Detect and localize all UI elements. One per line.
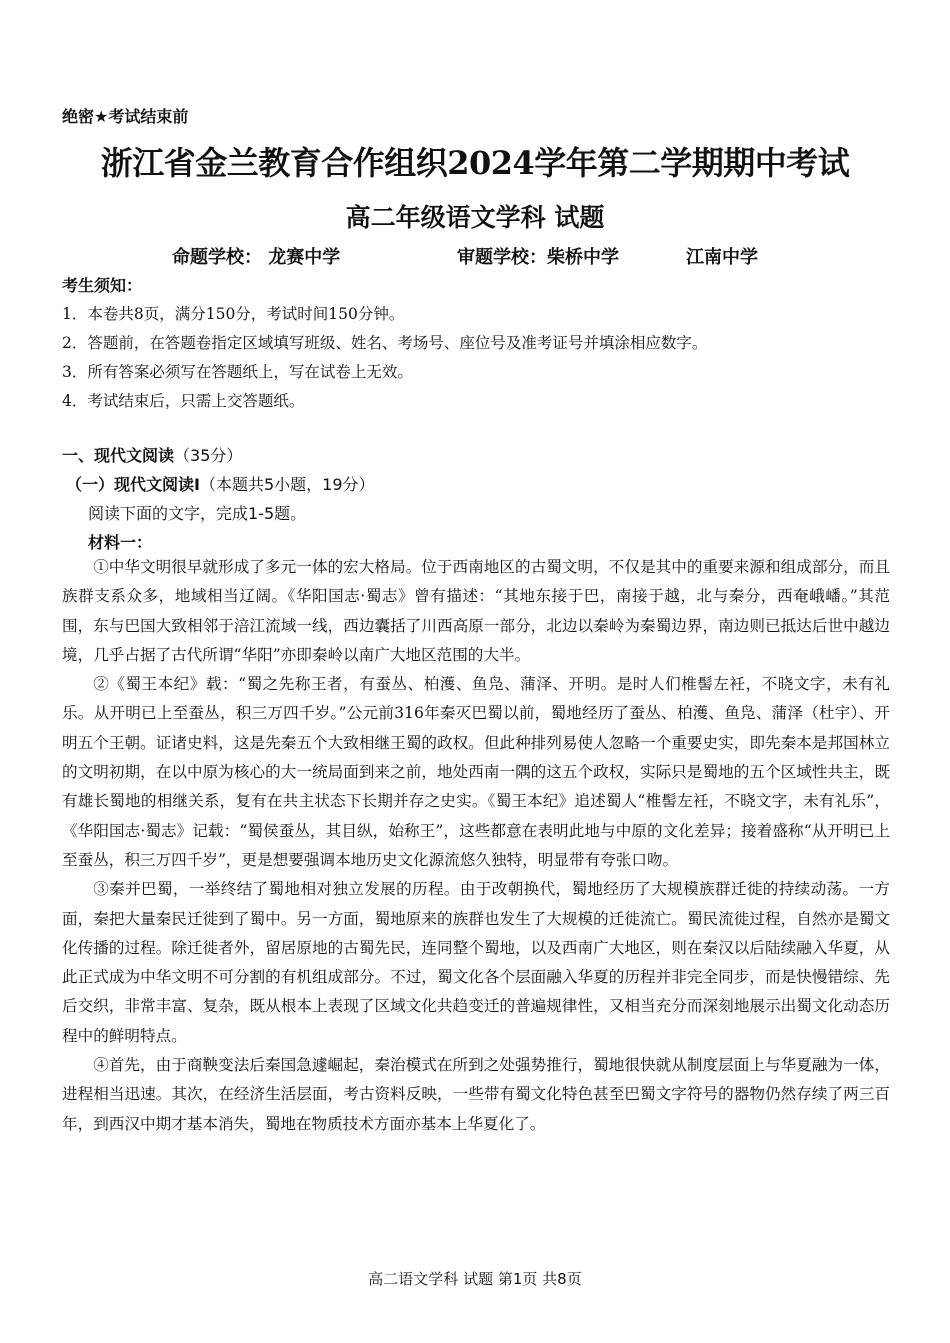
school-info [0,243,950,269]
reviewer-school: 审题学校：柴桥中学 [457,247,619,268]
notice-heading: 考生须知： [62,276,143,295]
paragraph-2: ②《蜀王本纪》载：“蜀之先称王者，有蚕丛、柏濩、鱼凫、蒲泽、开明。是时人们椎髻左衽，不晓文字，未有礼乐。从开明已上至蚕丛，积三万四千岁。”公元前316年秦灭巴蜀以前，蜀地经历了蚕丛、柏濩、鱼凫、蒲泽（杜宇）、开明五个王朝。证诸史料，这是先秦五个大致相继王蜀的政权。但此种排列易使人忽略一个重要史实，即先秦本是邦国林立的文明初期，在以中原为核心的大一统局面到来之前，地处西南一隅的这五个政权，实际只是蜀地的五个区域性共主，既有雄长蜀地的相继关系，复有在共主状态下长期并存之史实。《蜀王本纪》追述蜀人“椎髻左衽，不晓文字，未有礼乐”，《华阳国志·蜀志》记载：“蜀侯蚕丛，其目纵，始称王”，这些都意在表明此地与中原的文化差异；接着盛称“从开明已上至蚕丛，积三万四千岁”，更是想要强调本地历史文化源流悠久独特，明显带有夸张口吻。 [62,675,890,869]
material-label: 材料一： [88,533,153,552]
page-footer: 高二语文学科 试题 第1页 共8页 [368,1270,582,1288]
notice-list [62,300,902,416]
confidential-label: 绝密★考试结束前 [62,107,189,126]
reviewer-school-2: 江南中学 [686,247,758,268]
notice-item: 1．本卷共8页，满分150分，考试时间150分钟。 [62,305,405,323]
notice-item: 2．答题前，在答题卷指定区域填写班级、姓名、考场号、座位号及准考证号并填涂相应数字。 [62,334,708,352]
paragraph-4: ④首先，由于商鞅变法后秦国急遽崛起，秦治模式在所到之处强势推行，蜀地很快就从制度层面上与华夏融为一体，进程相当迅速。其次，在经济生活层面，考古资料反映，一些带有蜀文化特色甚至巴蜀文字符号的器物仍然存续了两三百年，到西汉中期才基本消失，蜀地在物质技术方面亦基本上华夏化了。 [62,1056,890,1133]
paragraph-1: ①中华文明很早就形成了多元一体的宏大格局。位于西南地区的古蜀文明，不仅是其中的重要来源和组成部分，而且族群支系众多，地域相当辽阔。《华阳国志·蜀志》曾有描述：“其地东接于巴，南接于越，北与秦分，西奄峨嶓。”其范围，东与巴国大致相邻于涪江流域一线，西边囊括了川西高原一部分，北边以秦岭为秦蜀边界，南边则已抵达后世中越边境，几乎占据了古代所谓“华阳”亦即秦岭以南广大地区范围的大半。 [62,558,890,664]
subsection-heading [66,472,375,495]
paragraph-3: ③秦并巴蜀，一举终结了蜀地相对独立发展的历程。由于改朝换代，蜀地经历了大规模族群迁徙的持续动荡。一方面，秦把大量秦民迁徙到了蜀中。另一方面，蜀地原来的族群也发生了大规模的迁徙流亡。蜀民流徙过程，自然亦是蜀文化传播的过程。除迁徙者外，留居原地的古蜀先民，连同整个蜀地，以及西南广大地区，则在秦汉以后陆续融入华夏，从此正式成为中华文明不可分割的有机组成部分。不过，蜀文化各个层面融入华夏的历程并非完全同步，而是快慢错综、先后交织，非常丰富、复杂，既从根本上表现了区域文化共趋变迁的普遍规律性，又相当充分而深刻地展示出蜀文化动态历程中的鲜明特点。 [62,880,890,1045]
section-score: （35分） [174,446,243,465]
material-body [62,553,890,1139]
exam-subtitle: 高二年级语文学科 试题 [345,203,605,232]
notice-item: 4．考试结束后，只需上交答题纸。 [62,392,305,410]
proposer-school: 命题学校： 龙赛中学 [172,247,341,268]
reading-instruction: 阅读下面的文字，完成1-5题。 [88,504,307,523]
section-heading [62,443,242,466]
subsection-note: （本题共5小题，19分） [199,475,375,494]
subsection-title: （一）现代文阅读Ⅰ [66,475,200,494]
notice-item: 3．所有答案必须写在答题纸上，写在试卷上无效。 [62,363,413,381]
section-title: 一、现代文阅读 [62,446,175,465]
exam-title: 浙江省金兰教育合作组织2024学年第二学期期中考试 [100,144,850,182]
